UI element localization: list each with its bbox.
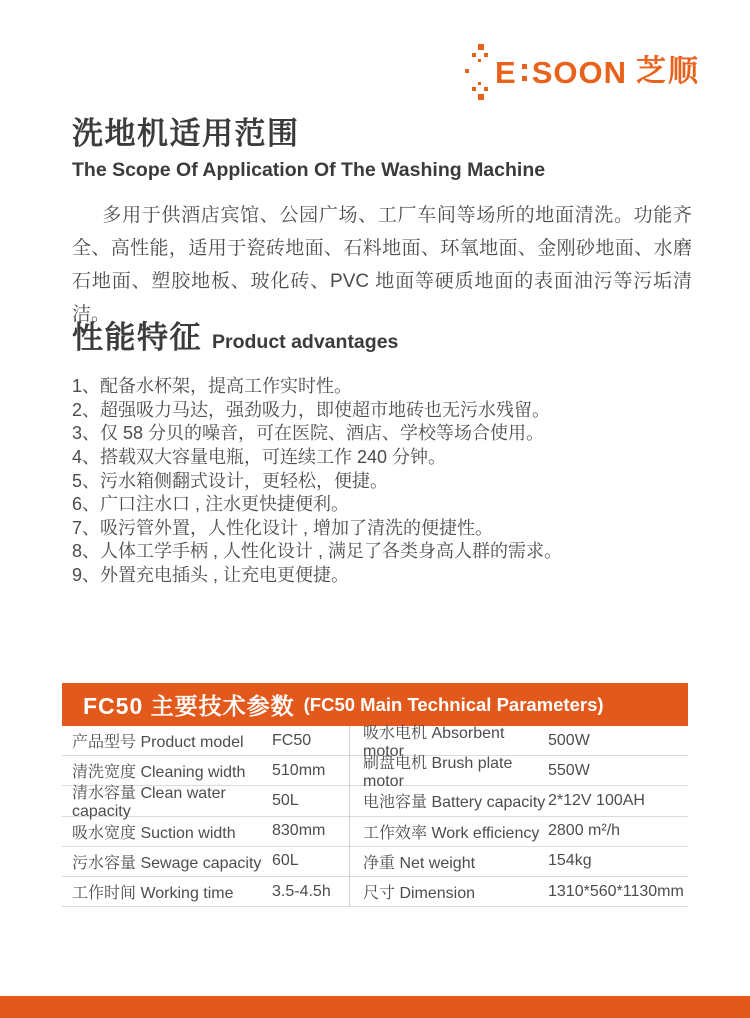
spec-row-dimension xyxy=(350,877,688,907)
spec-value: 60L xyxy=(272,852,299,870)
feature-item: 1、配备水杯架，提高工作实时性。 xyxy=(72,376,353,397)
spec-label: 吸水电机 Absorbent motor xyxy=(363,725,505,761)
spec-value: 2800 m²/h xyxy=(548,822,621,840)
feature-item: 9、外置充电插头 , 让充电更便捷。 xyxy=(72,565,350,586)
spec-banner-title-en: (FC50 Main Technical Parameters) xyxy=(303,693,604,715)
spec-table-right-column xyxy=(349,726,688,907)
spec-row-net-weight xyxy=(350,847,688,877)
spec-label: 工作效率 Work efficiency xyxy=(363,824,540,842)
spec-value: 500W xyxy=(548,731,590,749)
application-title-cn: 洗地机适用范围 xyxy=(72,116,300,151)
spec-value: 510mm xyxy=(272,761,326,779)
spec-banner-title-cn: FC50 主要技术参数 xyxy=(83,693,295,719)
logo-sparkle-icon xyxy=(465,44,491,100)
spec-table-left-column xyxy=(62,726,349,907)
spec-value: 1310*560*1130mm xyxy=(548,882,684,900)
spec-label: 污水容量 Sewage capacity xyxy=(72,854,262,872)
spec-label: 清洗宽度 Cleaning width xyxy=(72,764,246,782)
spec-label: 吸水宽度 Suction width xyxy=(72,824,236,842)
spec-row-suction-width xyxy=(62,817,349,847)
spec-label: 清水容量 Clean water capacity xyxy=(72,785,226,821)
feature-item: 3、仅 58 分贝的噪音，可在医院、酒店、学校等场合使用。 xyxy=(72,423,545,444)
feature-item: 4、搭载双大容量电瓶，可连续工作 240 分钟。 xyxy=(72,447,447,468)
brand-logo xyxy=(465,44,700,100)
spec-row-clean-water-capacity xyxy=(62,785,349,821)
logo-colon-dots-icon xyxy=(522,64,527,81)
section-technical-parameters xyxy=(62,683,688,907)
feature-item: 5、污水箱侧翻式设计，更轻松，便捷。 xyxy=(72,470,389,491)
spec-label: 电池容量 Battery capacity xyxy=(363,794,546,812)
feature-item: 2、超强吸力马达，强劲吸力，即使超市地砖也无污水残留。 xyxy=(72,399,551,420)
section-application-scope xyxy=(72,114,692,350)
spec-label: 工作时间 Working time xyxy=(72,885,234,903)
application-title-en: The Scope Of Application Of The Washing Machine xyxy=(72,159,546,182)
spec-label: 净重 Net weight xyxy=(363,854,476,872)
feature-item: 7、吸污管外置，人性化设计 , 增加了清洗的便捷性。 xyxy=(72,517,494,538)
spec-label: 尺寸 Dimension xyxy=(363,885,476,903)
section-product-advantages xyxy=(72,318,662,588)
spec-value: 50L xyxy=(272,791,299,809)
spec-label: 刷盘电机 Brush plate motor xyxy=(363,755,513,791)
spec-label: 产品型号 Product model xyxy=(72,734,244,752)
spec-value: 154kg xyxy=(548,852,592,870)
features-heading xyxy=(72,318,662,358)
spec-value: 830mm xyxy=(272,822,326,840)
spec-row-brush-plate-motor xyxy=(350,755,688,791)
spec-row-work-efficiency xyxy=(350,817,688,847)
features-title-cn: 性能特征 xyxy=(72,320,202,355)
spec-table xyxy=(62,726,688,907)
logo-text-e: E xyxy=(495,54,517,90)
footer-accent-bar xyxy=(0,996,750,1018)
spec-row-sewage-capacity xyxy=(62,847,349,877)
logo-text-soon: SOON xyxy=(531,54,627,90)
feature-item: 8、人体工学手柄 , 人性化设计 , 满足了各类身高人群的需求。 xyxy=(72,541,563,562)
logo-text-chinese: 芝顺 xyxy=(636,55,700,88)
spec-row-working-time xyxy=(62,877,349,907)
feature-item: 6、广口注水口 , 注水更快捷便利。 xyxy=(72,494,350,515)
features-list xyxy=(72,375,662,587)
application-paragraph: 多用于供酒店宾馆、公园广场、工厂车间等场所的地面清洗。功能齐全、高性能，适用于瓷砖地面、石料地面、环氧地面、金刚砂地面、水磨石地面、塑胶地板、玻化砖、PVC 地面等硬质地面的表面油污等污垢清洁。 xyxy=(72,205,692,326)
spec-row-product-model xyxy=(62,726,349,756)
spec-row-battery-capacity xyxy=(350,786,688,816)
features-title-en: Product advantages xyxy=(212,331,399,353)
spec-value: 2*12V 100AH xyxy=(548,791,645,809)
spec-value: 550W xyxy=(548,761,590,779)
spec-value: 3.5-4.5h xyxy=(272,882,331,900)
spec-value: FC50 xyxy=(272,731,312,749)
